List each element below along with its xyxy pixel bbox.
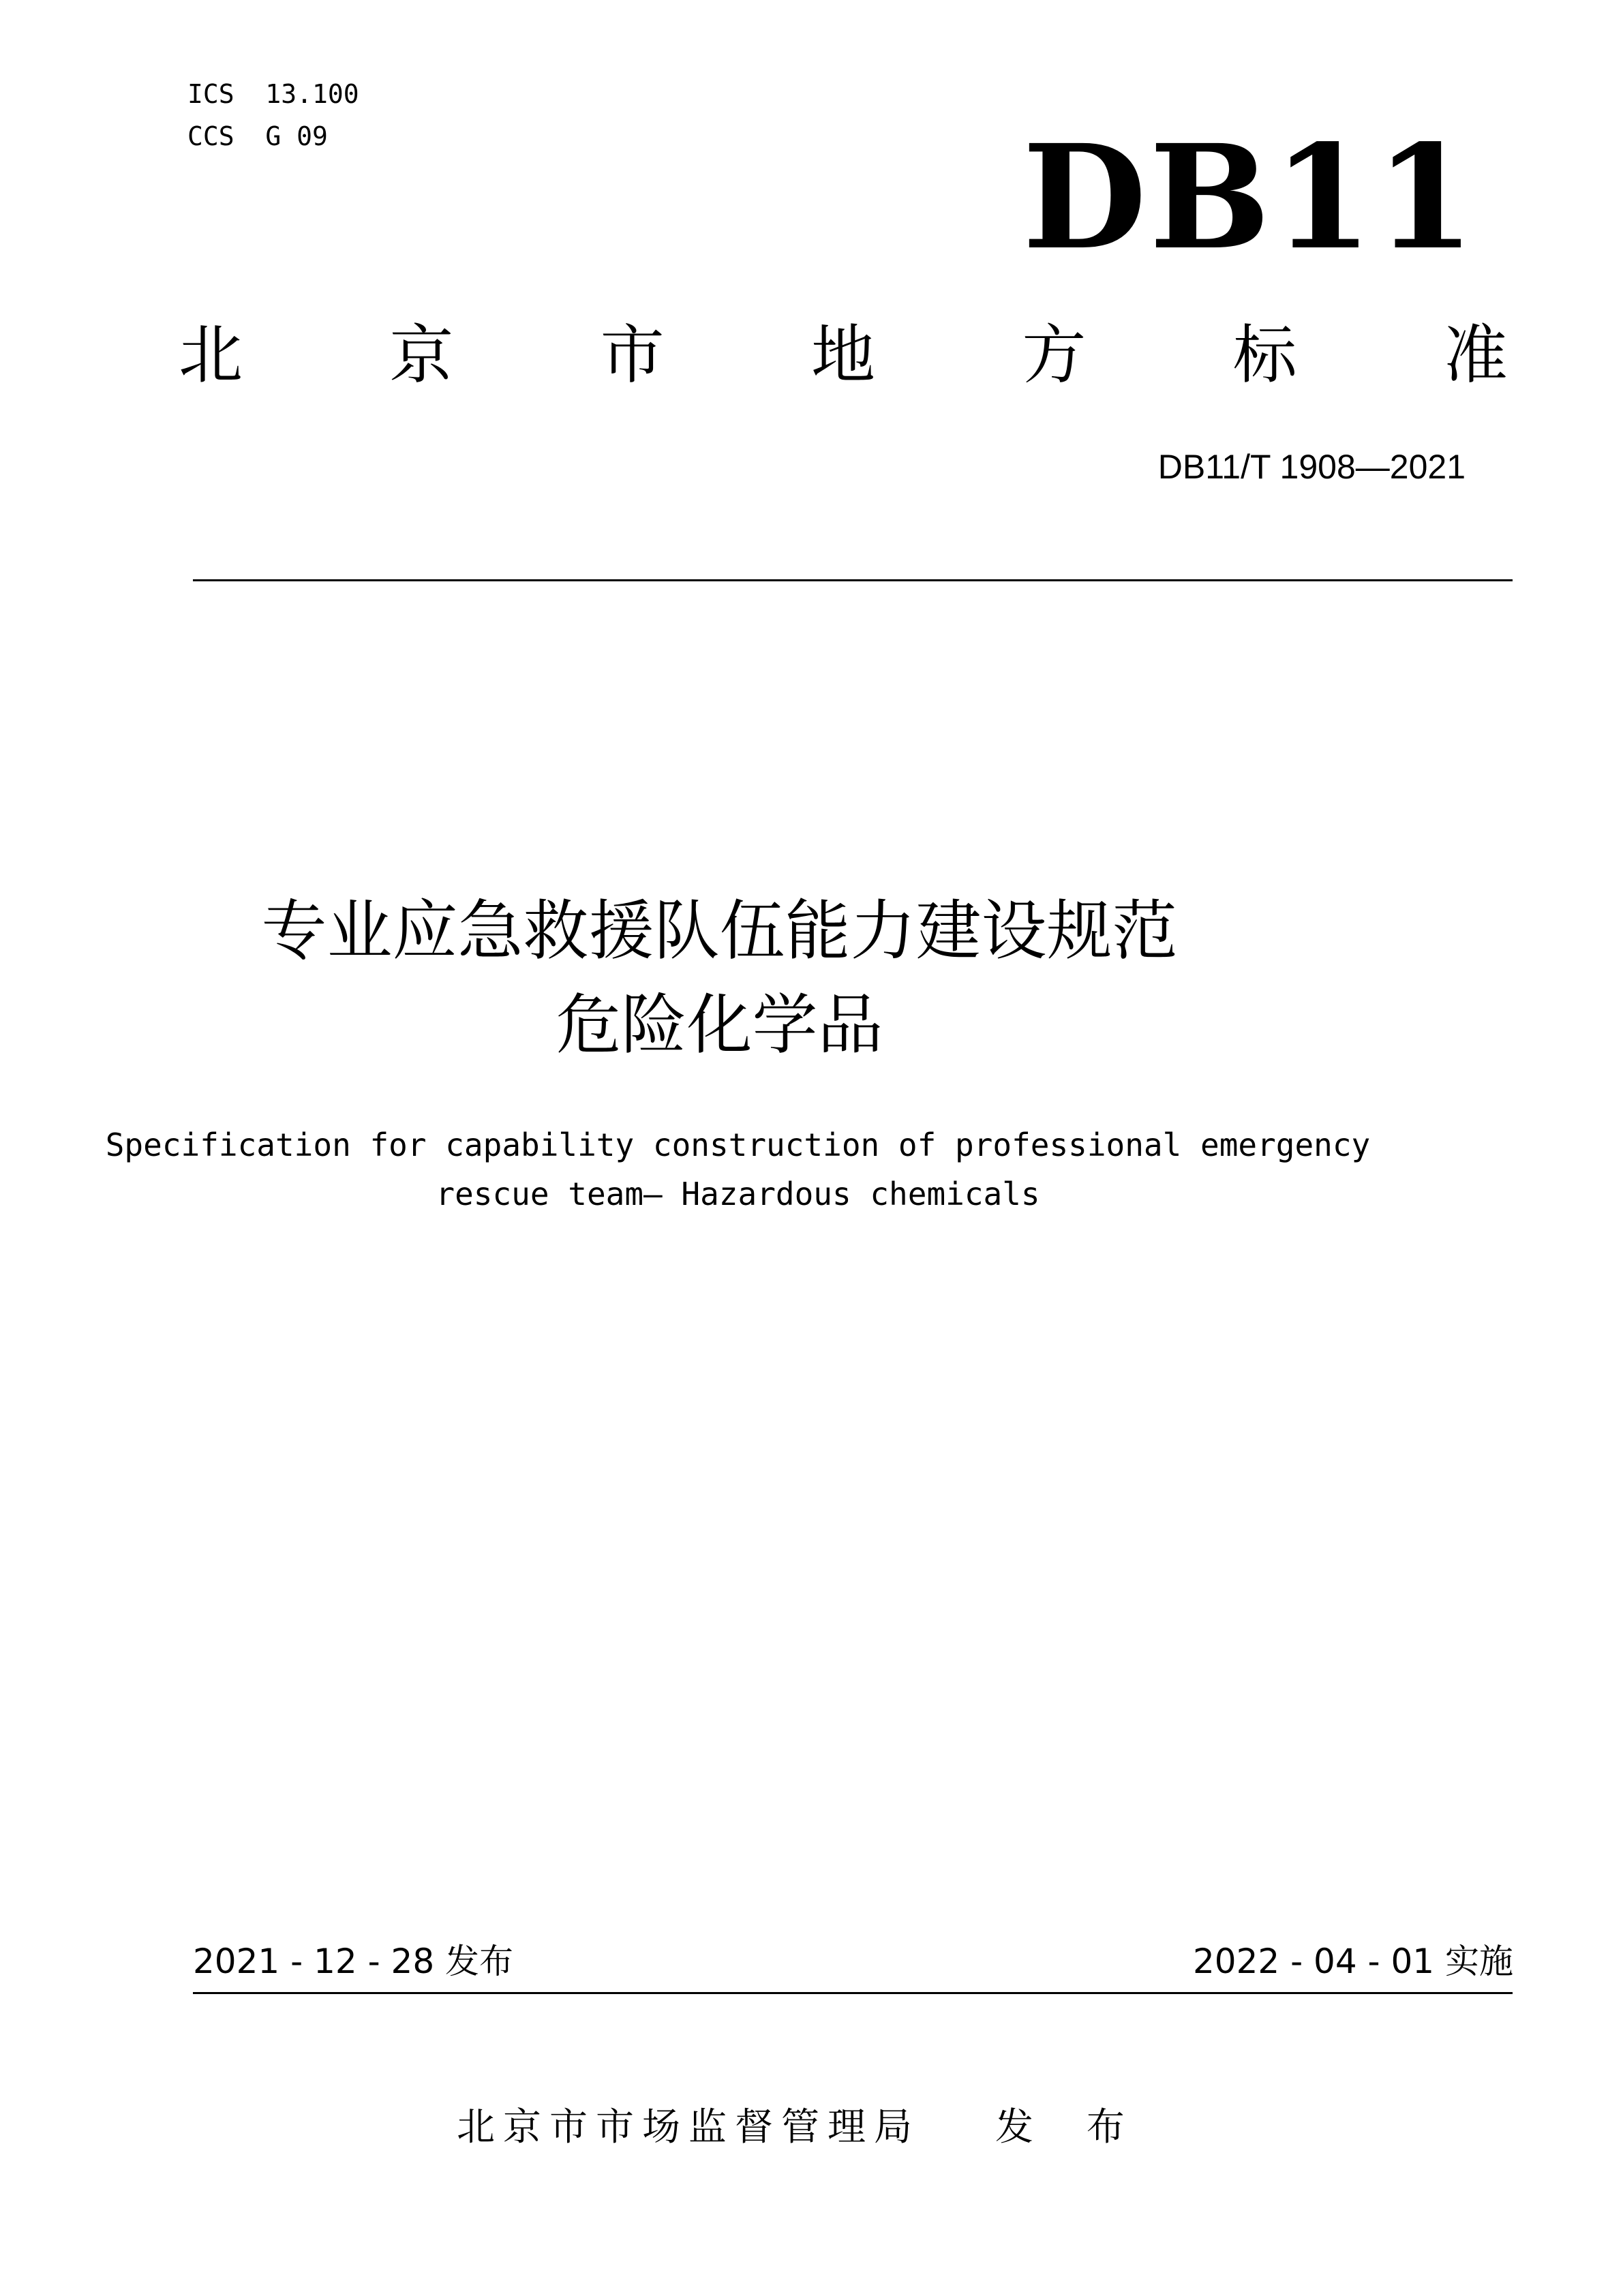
standard-type-title <box>179 315 1508 397</box>
top-divider <box>193 579 1513 581</box>
bottom-divider <box>193 1992 1513 1994</box>
implementation-date: 2022 - 04 - 01 实施 <box>1192 1942 1513 1981</box>
standard-type-char: 标 <box>1232 318 1297 393</box>
ics-code: ICS 13.100 <box>187 79 359 109</box>
standard-number: DB11/T 1908—2021 <box>1157 448 1466 486</box>
standard-type-char: 北 <box>179 318 243 393</box>
standard-type-char: 准 <box>1443 318 1508 393</box>
publish-label: 发 布 <box>995 2105 1145 2149</box>
standard-type-char: 京 <box>389 318 454 393</box>
issue-date: 2021 - 12 - 28 发布 <box>193 1942 514 1981</box>
english-title-line-2: rescue team— Hazardous chemicals <box>436 1176 1040 1212</box>
english-title-line-1: Specification for capability construction of professional emergency <box>105 1127 1371 1163</box>
ccs-code: CCS G 09 <box>187 121 328 151</box>
publisher-name: 北京市市场监督管理局 <box>457 2105 920 2149</box>
standard-type-char: 方 <box>1022 318 1087 393</box>
chinese-title-line-1: 专业应急救援队伍能力建设规范 <box>261 893 1178 969</box>
standard-mark: DB11 <box>1022 113 1478 281</box>
chinese-title-line-2: 危险化学品 <box>556 987 883 1063</box>
standard-type-char: 市 <box>600 318 665 393</box>
publisher-row <box>457 2100 1145 2155</box>
standard-type-char: 地 <box>810 318 875 393</box>
